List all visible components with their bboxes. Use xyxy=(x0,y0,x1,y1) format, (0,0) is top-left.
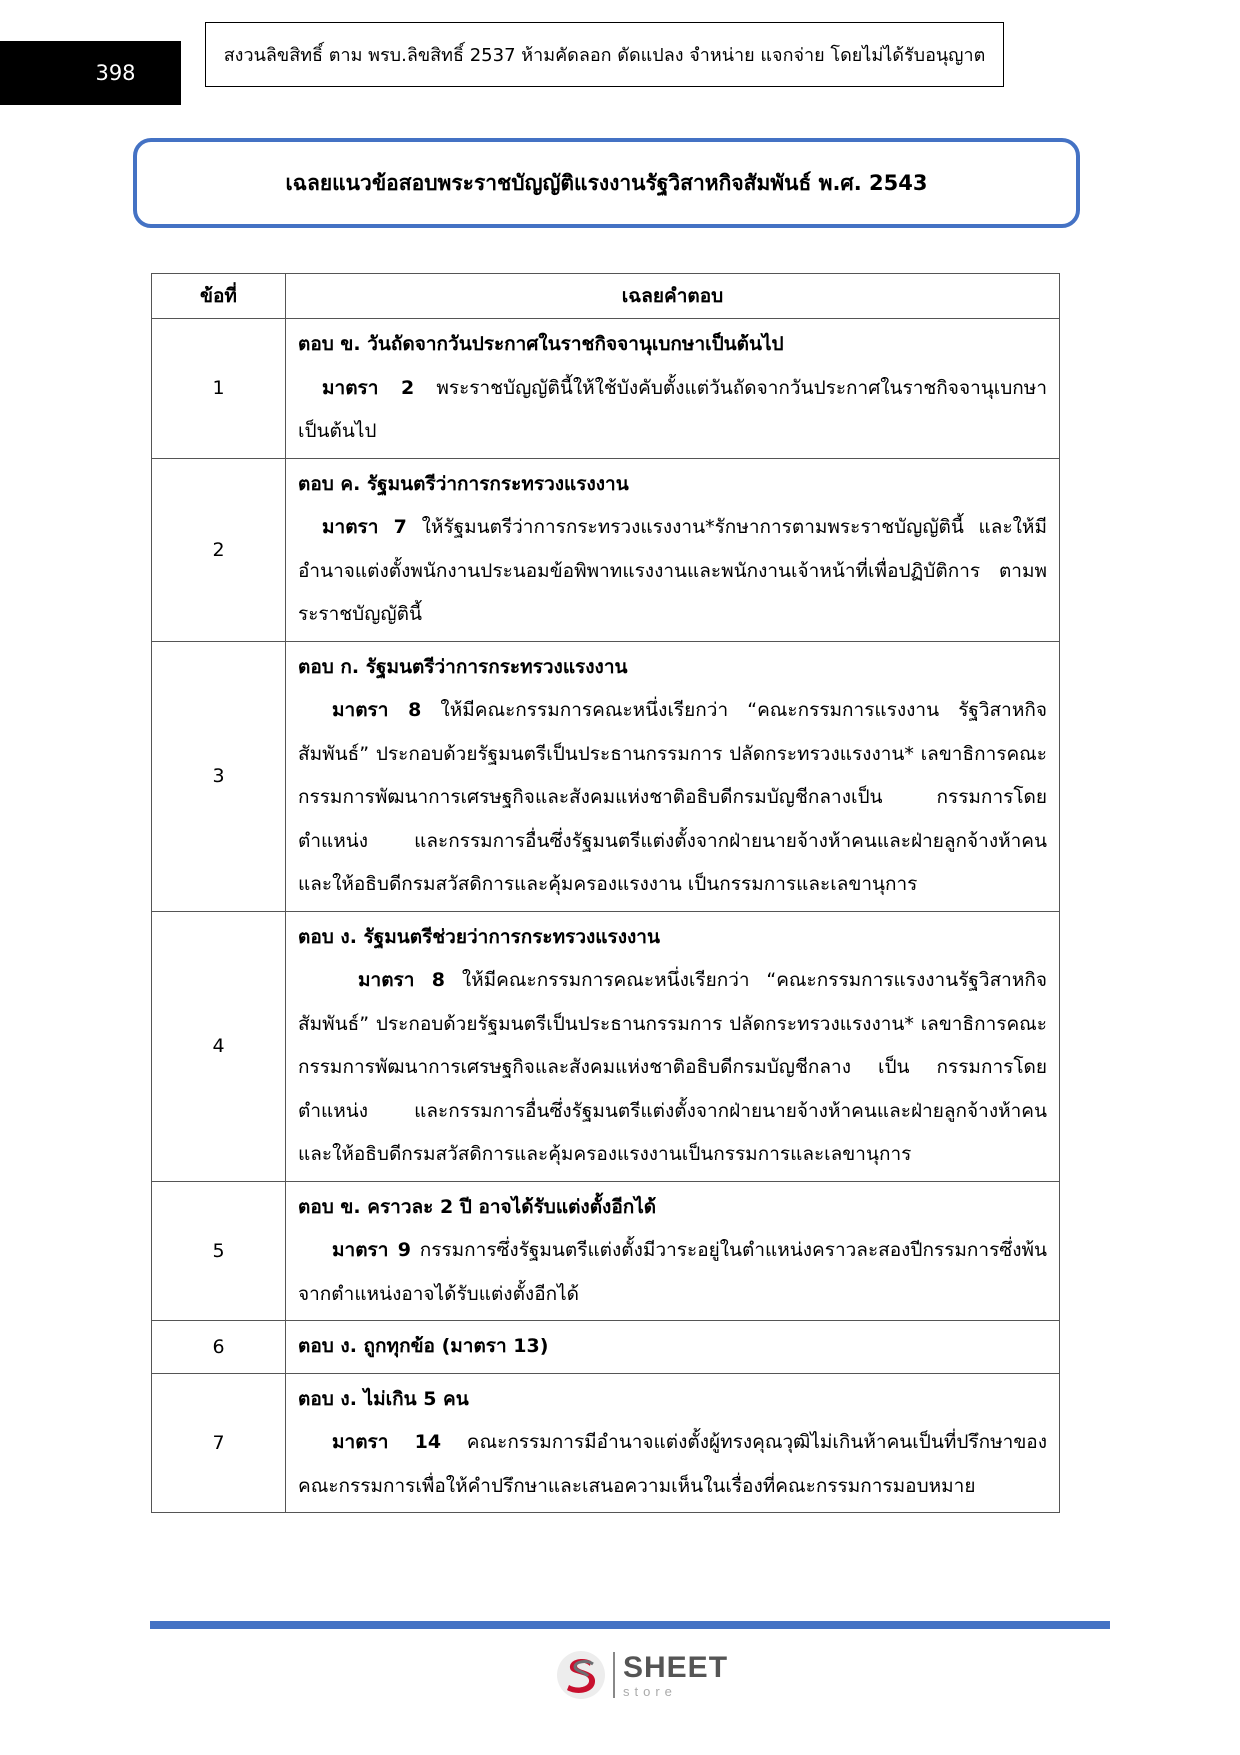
table-row xyxy=(152,458,1060,641)
answer-table xyxy=(151,273,1060,1513)
section-label: มาตรา 8 xyxy=(358,969,446,991)
row-answer-cell xyxy=(286,1181,1060,1321)
page-number: 398 xyxy=(95,61,136,85)
answer-choice: ตอบ ข. วันถัดจากวันประกาศในราชกิจจานุเบกษาเป็นต้นไป xyxy=(298,333,784,355)
row-answer-cell xyxy=(286,319,1060,459)
row-answer-cell xyxy=(286,641,1060,911)
answer-choice: ตอบ ก. รัฐมนตรีว่าการกระทรวงแรงงาน xyxy=(298,655,628,678)
copyright-notice-box xyxy=(205,22,1004,87)
table-row xyxy=(152,1373,1060,1513)
page-title: เฉลยแนวข้อสอบพระราชบัญญัติแรงงานรัฐวิสาหกิจสัมพันธ์ พ.ศ. 2543 xyxy=(285,170,928,195)
table-row xyxy=(152,641,1060,911)
section-label: มาตรา 2 xyxy=(322,376,415,399)
row-number: 6 xyxy=(152,1321,286,1374)
page-number-tab xyxy=(0,41,181,105)
row-number: 7 xyxy=(152,1373,286,1513)
row-number: 2 xyxy=(152,458,286,641)
explanation-text: กรรมการซึ่งรัฐมนตรีแต่งตั้งมีวาระอยู่ในตำแหน่งคราวละสองปีกรรมการซึ่งพ้นจากตำแหน่งอาจได้รับแต่งตั้งอีกได้ xyxy=(298,1239,1047,1305)
row-answer-cell xyxy=(286,911,1060,1181)
answer-choice: ตอบ ข. คราวละ 2 ปี อาจได้รับแต่งตั้งอีกได้ xyxy=(298,1195,657,1218)
table-row xyxy=(152,1181,1060,1321)
header-answer: เฉลยคำตอบ xyxy=(286,274,1060,319)
section-label: มาตรา 8 xyxy=(332,699,422,721)
row-number: 5 xyxy=(152,1181,286,1321)
section-label: มาตรา 14 xyxy=(332,1431,442,1453)
section-label: มาตรา 7 xyxy=(322,516,407,538)
explanation-text: ให้มีคณะกรรมการคณะหนึ่งเรียกว่า “คณะกรรมการแรงงานรัฐวิสาหกิจสัมพันธ์” ประกอบด้วยรัฐมนตรีเป็นประธานกรรมการ ปลัดกระทรวงแรงงาน* เลขาธิการคณะกรรมการพัฒนาการเศรษฐกิจและสังคมแห่งชาติอธิบดีกรมบัญชีกลาง เป็น กรรมการโดยตำแหน่ง และกรรมการอื่นซึ่งรัฐมนตรีแต่งตั้งจากฝ่ายนายจ้างห้าคนและฝ่ายลูกจ้างห้าคน และให้อธิบดีกรมสวัสดิการและคุ้มครองแรงงานเป็นกรรมการและเลขานุการ xyxy=(298,969,1048,1165)
answer-explanation xyxy=(298,959,1047,1177)
logo-word: SHEET xyxy=(623,1650,729,1684)
row-number: 1 xyxy=(152,319,286,459)
answer-explanation xyxy=(298,1421,1047,1508)
title-box xyxy=(133,138,1080,228)
answer-choice: ตอบ ง. ถูกทุกข้อ (มาตรา 13) xyxy=(298,1335,549,1357)
header-number: ข้อที่ xyxy=(152,274,286,319)
answer-choice: ตอบ ง. รัฐมนตรีช่วยว่าการกระทรวงแรงงาน xyxy=(298,925,660,948)
answer-choice: ตอบ ง. ไม่เกิน 5 คน xyxy=(298,1387,469,1410)
answer-explanation xyxy=(298,506,1047,637)
logo-text xyxy=(623,1650,729,1699)
section-label: มาตรา 9 xyxy=(332,1239,411,1261)
explanation-text: คณะกรรมการมีอำนาจแต่งตั้งผู้ทรงคุณวุฒิไม่เกินห้าคนเป็นที่ปรึกษาของคณะกรรมการเพื่อให้คำปรึกษาและเสนอความเห็นในเรื่องที่คณะกรรมการมอบหมาย xyxy=(298,1431,1047,1497)
logo-divider xyxy=(613,1652,615,1698)
answer-explanation xyxy=(298,689,1047,907)
table-row xyxy=(152,1321,1060,1374)
answer-explanation xyxy=(298,1229,1047,1316)
row-answer-cell xyxy=(286,458,1060,641)
table-header-row xyxy=(152,274,1060,319)
row-answer-cell xyxy=(286,1373,1060,1513)
explanation-text: พระราชบัญญัตินี้ให้ใช้บังคับตั้งแต่วันถัดจากวันประกาศในราชกิจจานุเบกษาเป็นต้นไป xyxy=(298,376,1047,442)
explanation-text: ให้รัฐมนตรีว่าการกระทรวงแรงงาน*รักษาการตามพระราชบัญญัตินี้ และให้มีอำนาจแต่งตั้งพนักงานประนอมข้อพิพาทแรงงานและพนักงานเจ้าหน้าที่เพื่อปฏิบัติการ ตามพระราชบัญญัตินี้ xyxy=(298,516,1047,625)
logo-subtitle: store xyxy=(623,1683,677,1699)
explanation-text: ให้มีคณะกรรมการคณะหนึ่งเรียกว่า “คณะกรรมการแรงงาน รัฐวิสาหกิจสัมพันธ์” ประกอบด้วยรัฐมนตรีเป็นประธานกรรมการ ปลัดกระทรวงแรงงาน* เลขาธิการคณะกรรมการพัฒนาการเศรษฐกิจและสังคมแห่งชาติอธิบดีกรมบัญชีกลางเป็น กรรมการโดยตำแหน่ง และกรรมการอื่นซึ่งรัฐมนตรีแต่งตั้งจากฝ่ายนายจ้างห้าคนและฝ่ายลูกจ้างห้าคน และให้อธิบดีกรมสวัสดิการและคุ้มครองแรงงาน เป็นกรรมการและเลขานุการ xyxy=(298,699,1047,895)
footer-divider xyxy=(150,1621,1110,1629)
row-number: 4 xyxy=(152,911,286,1181)
table-row xyxy=(152,319,1060,459)
answer-explanation xyxy=(298,367,1047,454)
table-row xyxy=(152,911,1060,1181)
sheet-store-logo-icon xyxy=(555,1649,607,1701)
copyright-notice: สงวนลิขสิทธิ์ ตาม พรบ.ลิขสิทธิ์ 2537 ห้ามคัดลอก ดัดแปลง จำหน่าย แจกจ่าย โดยไม่ได้รับอนุญาต xyxy=(223,45,986,66)
sheet-store-logo xyxy=(555,1645,735,1705)
row-number: 3 xyxy=(152,641,286,911)
row-answer-cell xyxy=(286,1321,1060,1374)
answer-choice: ตอบ ค. รัฐมนตรีว่าการกระทรวงแรงงาน xyxy=(298,472,629,495)
